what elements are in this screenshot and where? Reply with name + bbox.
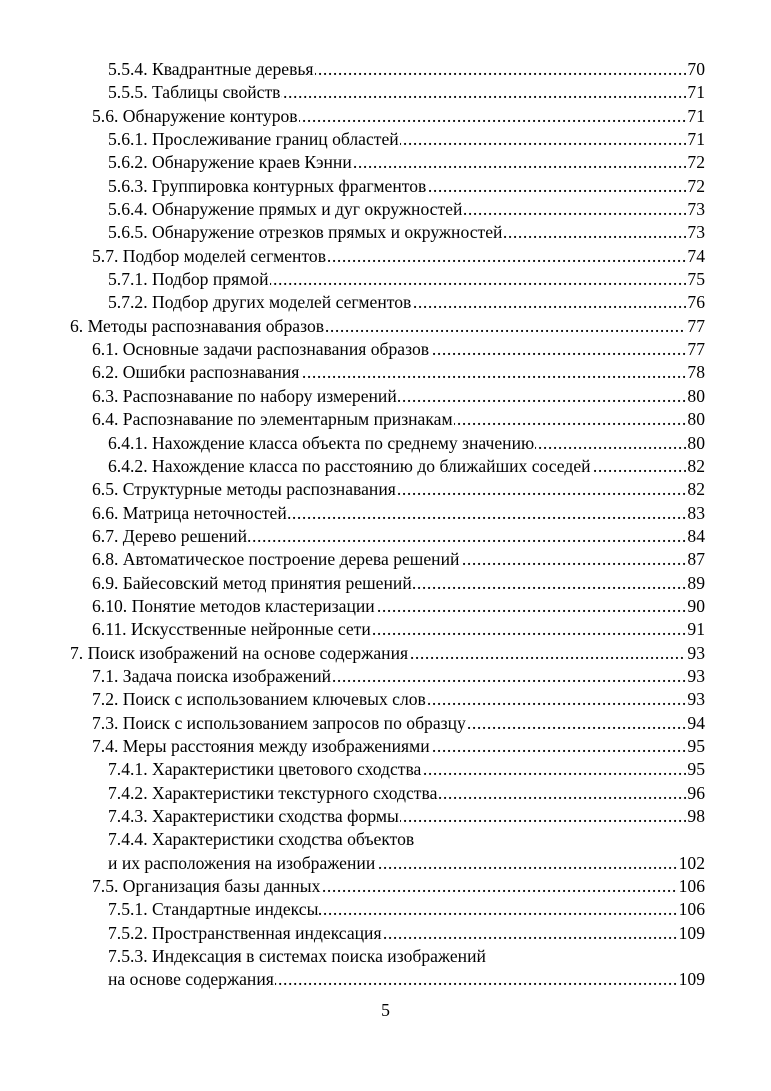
toc-entry-title: 7.5.1. Стандартные индексы (108, 899, 319, 920)
toc-entry[interactable] (0, 805, 771, 828)
toc-entry-line (108, 198, 705, 221)
toc-entry-page: 72 (686, 175, 705, 198)
toc-entry[interactable] (0, 548, 771, 571)
toc-entry[interactable] (0, 922, 771, 945)
toc-entry-title: 7.5.2. Пространственная индексация (108, 922, 382, 943)
toc-entry[interactable] (0, 408, 771, 431)
toc-entry-page: 82 (686, 478, 705, 501)
toc-entry-line (70, 315, 705, 338)
toc-entry-line (108, 291, 705, 314)
toc-entry-page: 95 (686, 758, 705, 781)
toc-entry-page: 75 (686, 268, 705, 291)
toc-entry-title: 6.1. Основные задачи распознавания образов (92, 339, 430, 360)
toc-entry[interactable] (0, 221, 771, 244)
toc-entry-title: 6.4. Распознавание по элементарным признакам (92, 409, 453, 430)
toc-entry-page: 80 (686, 408, 705, 431)
toc-entry-line (108, 432, 705, 455)
toc-entry[interactable] (0, 175, 771, 198)
toc-entry-line (92, 665, 705, 688)
toc-entry-title-first-line (108, 945, 705, 968)
toc-entry[interactable] (0, 268, 771, 291)
toc-entry-title: 5.6. Обнаружение контуров (92, 105, 298, 126)
toc-entry-page: 93 (686, 642, 705, 665)
toc-entry-line (108, 758, 705, 781)
toc-entry-page: 95 (686, 735, 705, 758)
toc-entry-title: 5.6.5. Обнаружение отрезков прямых и окружностей (108, 222, 503, 243)
toc-entry-line (92, 502, 705, 525)
toc-entry-line (108, 922, 705, 945)
toc-entry-page: 83 (686, 502, 705, 525)
toc-entry[interactable] (0, 385, 771, 408)
toc-entry-page: 94 (686, 712, 705, 735)
toc-entry-title: на основе содержания (108, 969, 274, 990)
toc-entry[interactable] (0, 595, 771, 618)
toc-entry-page: 74 (686, 245, 705, 268)
toc-entry-page: 71 (686, 81, 705, 104)
toc-entry-title: 6.6. Матрица неточностей (92, 502, 287, 523)
toc-entry-page: 93 (686, 688, 705, 711)
toc-entry-title: 6.4.1. Нахождение класса объекта по среднему значению (108, 432, 535, 453)
toc-entry-line (108, 455, 705, 478)
toc-entry[interactable] (0, 58, 771, 81)
toc-entry-title: 7.1. Задача поиска изображений (92, 665, 332, 686)
toc-entry-title: 5.6.2. Обнаружение краев Кэнни (108, 152, 352, 173)
toc-entry-title: 7.4.3. Характеристики сходства формы (108, 806, 399, 826)
toc-entry[interactable] (0, 945, 771, 992)
toc-entry[interactable] (0, 735, 771, 758)
toc-entry[interactable] (0, 502, 771, 525)
toc-entry-title: 6.5. Структурные методы распознавания (92, 479, 396, 500)
toc-entry[interactable] (0, 128, 771, 151)
toc-entry-page: 87 (686, 548, 705, 571)
toc-entry-title: 7.4.1. Характеристики цветового сходства (108, 759, 422, 780)
toc-entry-page: 89 (686, 572, 705, 595)
toc-entry-page: 73 (686, 198, 705, 221)
toc-entry-title: 5.7.1. Подбор прямой (108, 269, 269, 290)
toc-entry-title: 6. Методы распознавания образов (70, 315, 325, 336)
toc-entry-line (108, 268, 705, 291)
toc-entry-page: 76 (686, 291, 705, 314)
toc-entry-page: 78 (686, 361, 705, 384)
toc-entry-line (92, 572, 705, 595)
toc-entry-title: 7.5.3. Индексация в системах поиска изображений (108, 946, 486, 967)
toc-entry-title: 6.2. Ошибки распознавания (92, 362, 300, 383)
toc-entry-title-first-line (108, 828, 705, 851)
toc-entry[interactable] (0, 361, 771, 384)
toc-entry-line (92, 245, 705, 268)
toc-entry-line (108, 81, 705, 104)
toc-entry-line (108, 151, 705, 174)
toc-entry-title: 6.8. Автоматическое построение дерева решений (92, 549, 460, 570)
toc-entry[interactable] (0, 525, 771, 548)
toc-entry-page: 82 (686, 455, 705, 478)
toc-entry-page: 106 (678, 875, 705, 898)
toc-entry-title: 7. Поиск изображений на основе содержания (70, 642, 409, 663)
toc-entry-page: 102 (678, 852, 705, 875)
toc-entry[interactable] (0, 151, 771, 174)
toc-entry-page: 109 (678, 968, 705, 991)
toc-entry-title: 5.7.2. Подбор других моделей сегментов (108, 292, 412, 313)
toc-entry-line (92, 338, 705, 361)
toc-entry[interactable] (0, 105, 771, 128)
toc-entry-title: 6.9. Байесовский метод принятия решений (92, 572, 412, 593)
toc-entry-page: 91 (686, 618, 705, 641)
toc-entry[interactable] (0, 338, 771, 361)
toc-entry-title: 7.4.2. Характеристики текстурного сходства (108, 782, 438, 803)
toc-entry-line (92, 105, 705, 128)
toc-entry-title: 6.3. Распознавание по набору измерений (92, 385, 397, 406)
page-number: 5 (381, 1000, 390, 1020)
toc-entry-title: 5.5.4. Квадрантные деревья (108, 59, 314, 79)
toc-entry[interactable] (0, 478, 771, 501)
toc-entry-title: 6.7. Дерево решений (92, 525, 248, 546)
toc-entry-line (92, 361, 705, 384)
toc-entry-title: и их расположения на изображении (108, 852, 376, 873)
toc-entry[interactable] (0, 758, 771, 781)
toc-entry[interactable] (0, 572, 771, 595)
toc-entry[interactable] (0, 618, 771, 641)
toc-entry[interactable] (0, 665, 771, 688)
toc-entry[interactable] (0, 455, 771, 478)
toc-entry-line (92, 385, 705, 408)
toc-entry-title: 6.10. Понятие методов кластеризации (92, 595, 375, 616)
toc-entry-line (70, 642, 705, 665)
toc-entry-line (92, 875, 705, 898)
toc-entry-page: 109 (678, 922, 705, 945)
toc-entry-title: 5.6.3. Группировка контурных фрагментов (108, 175, 427, 196)
toc-entry-page: 93 (686, 665, 705, 688)
toc-entry-line (92, 478, 705, 501)
toc-entry-line (108, 128, 705, 151)
toc-entry-title: 5.6.1. Прослеживание границ областей (108, 129, 399, 150)
toc-entry[interactable] (0, 315, 771, 338)
toc-entry-line (92, 595, 705, 618)
toc-entry-line (108, 898, 705, 921)
toc-entry-line (92, 712, 705, 735)
toc-entry-page: 106 (678, 898, 705, 921)
table-of-contents (0, 58, 771, 992)
toc-entry-page: 84 (686, 525, 705, 548)
toc-entry[interactable] (0, 782, 771, 805)
toc-entry[interactable] (0, 642, 771, 665)
toc-entry-page: 98 (686, 805, 705, 828)
toc-entry-page: 77 (686, 338, 705, 361)
toc-entry[interactable] (0, 245, 771, 268)
toc-entry-title: 6.11. Искусственные нейронные сети (92, 619, 371, 640)
toc-entry-title: 7.4.4. Характеристики сходства объектов (108, 829, 415, 850)
toc-entry-line (108, 968, 705, 991)
toc-entry-page: 96 (686, 782, 705, 805)
toc-entry[interactable] (0, 81, 771, 104)
toc-entry[interactable] (0, 291, 771, 314)
toc-entry-page: 73 (686, 221, 705, 244)
toc-entry-line (92, 688, 705, 711)
toc-entry-line (108, 58, 705, 81)
toc-entry-page: 70 (686, 58, 705, 81)
toc-entry[interactable] (0, 198, 771, 221)
toc-entry-line (92, 408, 705, 431)
toc-entry[interactable] (0, 828, 771, 875)
toc-entry-line (92, 618, 705, 641)
toc-entry[interactable] (0, 688, 771, 711)
toc-entry-title: 5.6.4. Обнаружение прямых и дуг окружностей (108, 199, 463, 220)
toc-entry-page: 90 (686, 595, 705, 618)
toc-entry-title: 5.5.5. Таблицы свойств (108, 82, 281, 103)
toc-entry-line (108, 221, 705, 244)
toc-entry-title: 6.4.2. Нахождение класса по расстоянию до ближайших соседей (108, 455, 591, 476)
toc-entry-line (92, 525, 705, 548)
toc-entry-page: 71 (686, 105, 705, 128)
toc-entry-page: 72 (686, 151, 705, 174)
toc-entry-title: 7.3. Поиск с использованием запросов по образцу (92, 712, 466, 733)
toc-entry-title: 7.2. Поиск с использованием ключевых слов (92, 689, 426, 710)
toc-entry-title: 5.7. Подбор моделей сегментов (92, 245, 327, 266)
toc-entry-page: 77 (686, 315, 705, 338)
toc-entry-title: 7.5. Организация базы данных (92, 876, 321, 897)
toc-entry-page: 80 (686, 385, 705, 408)
toc-entry[interactable] (0, 898, 771, 921)
toc-entry[interactable] (0, 712, 771, 735)
toc-entry-line (108, 852, 705, 875)
toc-entry-line (108, 175, 705, 198)
toc-entry-line (108, 782, 705, 805)
toc-entry[interactable] (0, 432, 771, 455)
toc-entry-page: 80 (686, 432, 705, 455)
toc-entry-line (92, 548, 705, 571)
toc-entry-title: 7.4. Меры расстояния между изображениями (92, 735, 430, 756)
toc-entry-line (92, 735, 705, 758)
toc-entry-line (108, 805, 705, 828)
toc-entry[interactable] (0, 875, 771, 898)
toc-entry-page: 71 (686, 128, 705, 151)
